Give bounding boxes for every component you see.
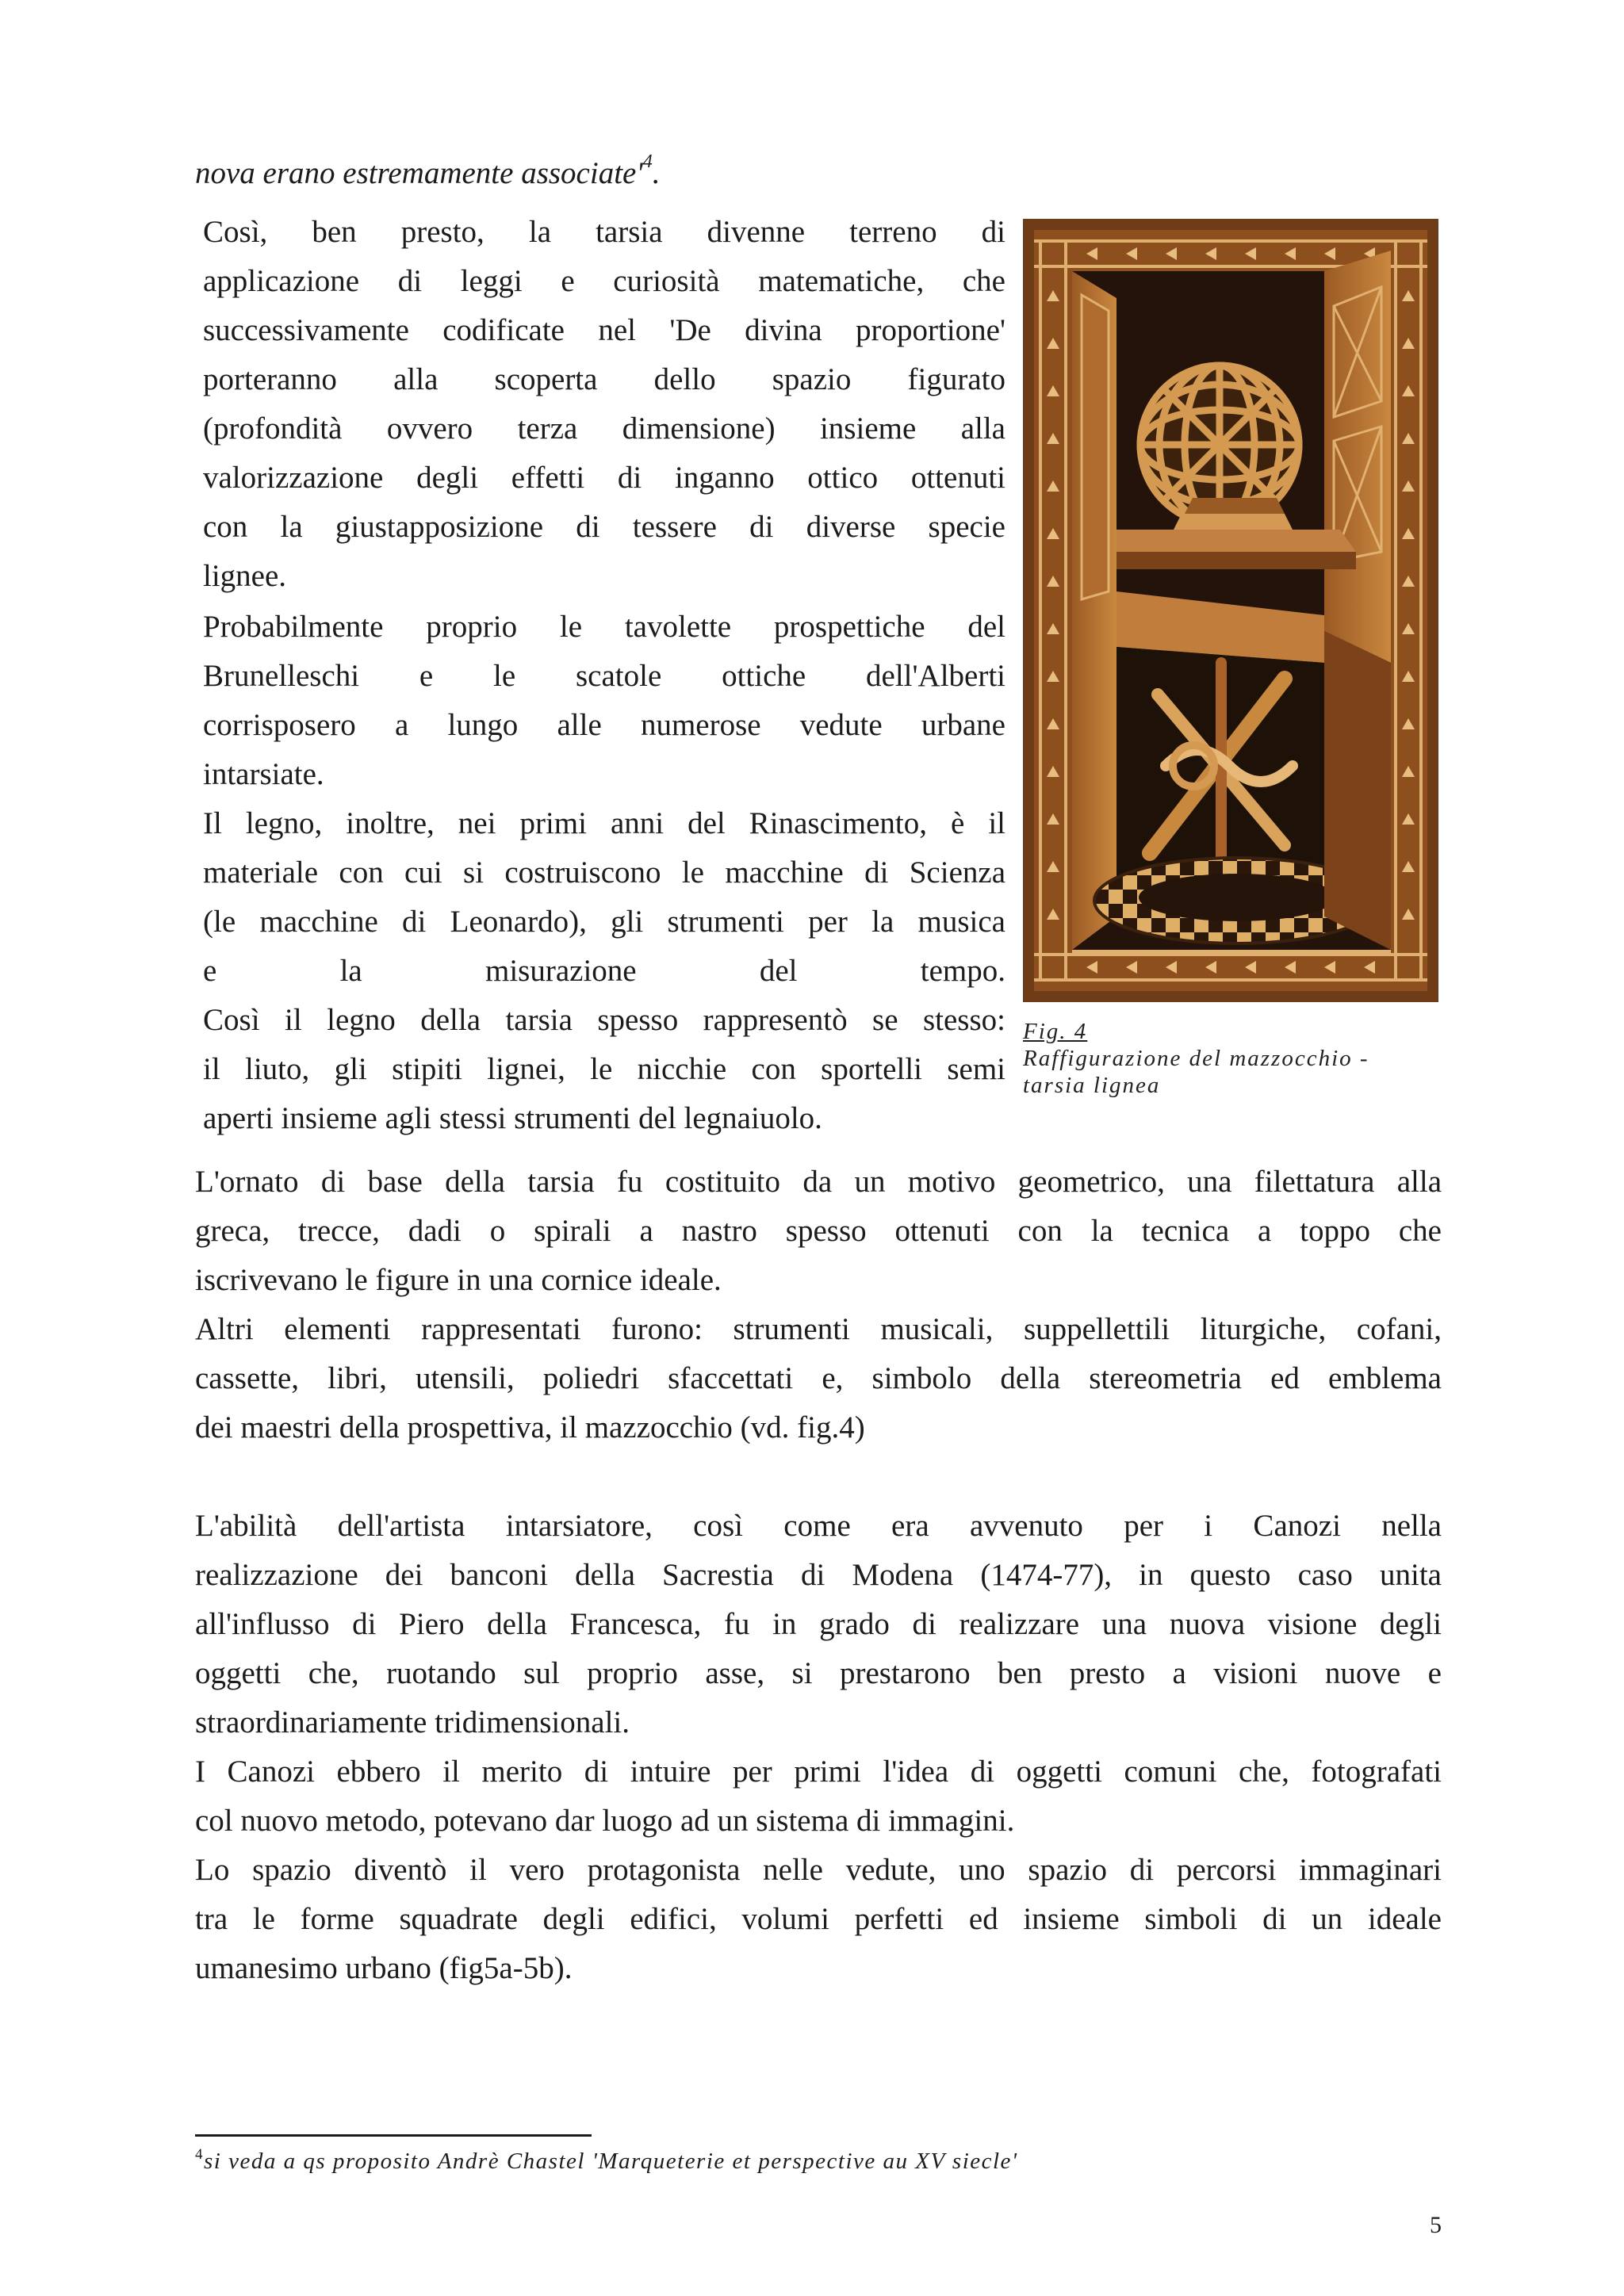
figure-mazzocchio-image	[1023, 219, 1438, 1002]
text-line: L'abilità dell'artista intarsiatore, così come era avvenuto per i Canozi nella	[195, 1509, 1442, 1543]
paragraph-ornament	[195, 1158, 1442, 1305]
text-line: (profondità ovvero terza dimensione) insieme alla	[203, 411, 1005, 446]
text-line: oggetti che, ruotando sul proprio asse, si prestarono ben presto a visioni nuove e	[195, 1656, 1442, 1690]
text-line: lignee.	[203, 559, 287, 593]
text-line: aperti insieme agli stessi strumenti del legnaiuolo.	[203, 1101, 822, 1135]
text-line: iscrivevano le figure in una cornice ideale.	[195, 1263, 722, 1297]
marquetry-illustration	[1023, 219, 1438, 1002]
text-line: all'influsso di Piero della Francesca, fu in grado di realizzare una nuova visione degli	[195, 1607, 1442, 1641]
text-line: il liuto, gli stipiti lignei, le nicchie con sportelli semi	[203, 1052, 1005, 1086]
text-line: cassette, libri, utensili, poliedri sfaccettati e, simbolo della stereometria ed emblema	[195, 1361, 1442, 1395]
footnote-text: si veda a qs proposito Andrè Chastel 'Marqueterie et perspective au XV siecle'	[204, 2149, 1018, 2174]
text-line: L'ornato di base della tarsia fu costituito da un motivo geometrico, una filettatura alla	[195, 1165, 1442, 1199]
paragraph-other-elements	[195, 1305, 1442, 1452]
text-line: porteranno alla scoperta dello spazio figurato	[203, 362, 1005, 396]
footnote-separator	[195, 2134, 592, 2137]
text-line: Altri elementi rappresentati furono: strumenti musicali, suppellettili liturgiche, cofani,	[195, 1312, 1442, 1346]
text-line: nova erano estremamente $associate'^4$.	[195, 151, 661, 190]
text-line: materiale con cui si costruiscono le macchine di Scienza	[203, 855, 1005, 890]
figure-caption-line: Raffigurazione del mazzocchio -	[1023, 1046, 1369, 1071]
paragraph-brunelleschi	[203, 603, 1005, 799]
paragraph-artist-ability	[195, 1502, 1442, 1747]
text-line: (le macchine di Leonardo), gli strumenti per la musica	[203, 905, 1005, 939]
text-line: Lo spazio diventò il vero protagonista nelle vedute, uno spazio di percorsi immaginari	[195, 1853, 1442, 1887]
paragraph-wood-material	[203, 799, 1005, 1143]
text-line: e la misurazione del tempo.	[203, 954, 1005, 988]
text-line: Il legno, inoltre, nei primi anni del Rinascimento, è il	[203, 806, 1005, 840]
text-line: Probabilmente proprio le tavolette prospettiche del	[203, 610, 1005, 644]
text-line: tra le forme squadrate degli edifici, volumi perfetti ed insieme simboli di un ideale	[195, 1902, 1442, 1936]
paragraph-tarsia-mathematics	[203, 208, 1005, 601]
text-line: realizzazione dei banconi della Sacrestia di Modena (1474-77), in questo caso unita	[195, 1558, 1442, 1592]
text-line: greca, trecce, dadi o spirali a nastro spesso ottenuti con la tecnica a toppo che	[195, 1214, 1442, 1248]
text-line: successivamente codificate nel 'De divina proportione'	[203, 313, 1005, 347]
text-line: I Canozi ebbero il merito di intuire per primi l'idea di oggetti comuni che, fotografati	[195, 1755, 1442, 1789]
footnote-marker: 4	[195, 2146, 204, 2163]
text-line: corrisposero a lungo alle numerose vedute urbane	[203, 708, 1005, 742]
text-line: dei maestri della prospettiva, il mazzocchio (vd. fig.4)	[195, 1410, 865, 1445]
text-line: con la giustapposizione di tessere di diverse specie	[203, 510, 1005, 544]
paragraph-space	[195, 1846, 1442, 1993]
text-line: applicazione di leggi e curiosità matematiche, che	[203, 264, 1005, 298]
upper-shelf	[1116, 530, 1356, 552]
text-line: intarsiate.	[203, 757, 324, 791]
paragraph-continuation	[195, 149, 1442, 198]
text-line: valorizzazione degli effetti di inganno ottico ottenuti	[203, 461, 1005, 495]
figure-label: Fig. 4	[1023, 1019, 1088, 1044]
footnote-reference[interactable]: 4	[642, 151, 653, 172]
books	[1174, 498, 1293, 530]
text-line: Brunelleschi e le scatole ottiche dell'Alberti	[203, 659, 1005, 693]
page-number: 5	[1430, 2212, 1442, 2238]
paragraph-canozi	[195, 1747, 1442, 1846]
text-line: straordinariamente tridimensionali.	[195, 1705, 630, 1739]
text-line: Così, ben presto, la tarsia divenne terreno di	[203, 215, 1005, 249]
text-line: col nuovo metodo, potevano dar luogo ad un sistema di immagini.	[195, 1804, 1015, 1838]
text-line: Così il legno della tarsia spesso rappresentò se stesso:	[203, 1003, 1005, 1037]
figure-caption-line: tarsia lignea	[1023, 1073, 1161, 1098]
footnote	[195, 2146, 1018, 2175]
text-line: umanesimo urbano (fig5a-5b).	[195, 1951, 573, 1985]
